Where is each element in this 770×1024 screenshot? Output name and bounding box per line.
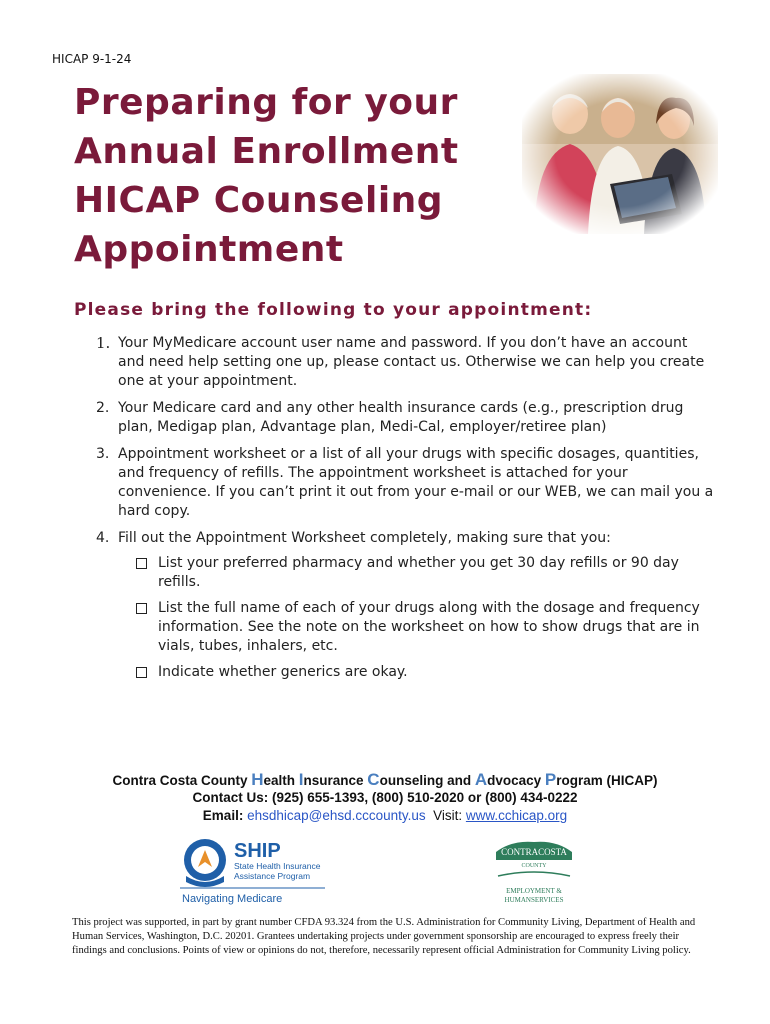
website-link[interactable]: www.cchicap.org bbox=[465, 808, 568, 823]
program-initial: A bbox=[474, 770, 488, 789]
program-word: ounseling and bbox=[379, 773, 475, 788]
checkbox[interactable] bbox=[136, 603, 147, 614]
item-number: 3. bbox=[96, 446, 110, 462]
item-number: 2. bbox=[96, 400, 110, 416]
program-word: dvocacy bbox=[487, 773, 545, 788]
program-word: nsurance bbox=[303, 773, 368, 788]
item-text: Your MyMedicare account user name and password. If you don’t have an account and need help setting one up, please contact us. Otherwise we can help you create one at your appointment. bbox=[118, 335, 705, 389]
program-word: ealth bbox=[263, 773, 299, 788]
program-initial: I bbox=[298, 770, 304, 789]
ship-tagline: Navigating Medicare bbox=[182, 893, 283, 905]
requirements-list bbox=[96, 334, 716, 689]
item-number: 1. bbox=[96, 334, 111, 352]
counseling-photo bbox=[522, 74, 718, 234]
checklist-text: Indicate whether generics are okay. bbox=[158, 664, 408, 680]
list-item bbox=[96, 445, 716, 521]
email-link[interactable]: ehsdhicap@ehsd.cccounty.us bbox=[247, 808, 426, 823]
ship-name: SHIP bbox=[234, 840, 281, 862]
title-line: Preparing for your bbox=[74, 82, 458, 123]
title-line: Annual Enrollment bbox=[74, 131, 459, 172]
checkbox[interactable] bbox=[136, 667, 147, 678]
page-title bbox=[74, 78, 534, 274]
document-id: HICAP 9-1-24 bbox=[52, 52, 132, 66]
contact-phones: Contact Us: (925) 655-1393, (800) 510-2020 or (800) 434-0222 bbox=[192, 790, 578, 805]
checklist-item bbox=[136, 554, 716, 592]
cc-dept: EMPLOYMENT & bbox=[506, 887, 562, 895]
item-text: Appointment worksheet or a list of all your drugs with specific dosages, quantities, and frequency of refills. The appointment worksheet is attached for your convenience. If you can’t print it out from your e-mail or our WEB, we can mail you a hard copy. bbox=[118, 446, 714, 519]
grant-disclaimer: This project was supported, in part by grant number CFDA 93.324 from the U.S. Administration for Community Living, Department of Health and Human Services, Washington, D.C. 20201. Grantees undertaking projects under government sponsorship are encouraged to express freely their findings and conclusions. Points of view or opinions do not, therefore, necessarily represent official Administration for Community Living policy. bbox=[72, 917, 696, 956]
program-name bbox=[0, 770, 770, 790]
program-prefix: Contra Costa County bbox=[112, 773, 252, 788]
program-word: rogram (HICAP) bbox=[556, 773, 658, 788]
contra-costa-logo bbox=[492, 838, 576, 906]
visit-label: Visit: bbox=[425, 808, 466, 823]
ship-line: State Health Insurance bbox=[234, 861, 321, 871]
list-item bbox=[96, 334, 716, 391]
checklist-text: List the full name of each of your drugs along with the dosage and frequency information. See the note on the worksheet on how to show drugs that are in vials, tubes, inhalers, etc. bbox=[158, 600, 700, 654]
cc-name: COUNTY bbox=[521, 863, 547, 869]
program-initial: P bbox=[544, 770, 557, 789]
item-text: Your Medicare card and any other health insurance cards (e.g., prescription drug plan, Medigap plan, Advantage plan, Medi-Cal, employer/retiree plan) bbox=[118, 400, 684, 435]
checklist-item bbox=[136, 599, 716, 656]
cc-name: CONTRACOSTA bbox=[501, 847, 567, 857]
cc-dept: HUMANSERVICES bbox=[504, 896, 564, 904]
checklist-text: List your preferred pharmacy and whether you get 30 day refills or 90 day refills. bbox=[158, 555, 679, 590]
program-initial: C bbox=[367, 770, 380, 789]
checklist-item bbox=[136, 663, 716, 682]
program-initial: H bbox=[251, 770, 264, 789]
item-number: 4. bbox=[96, 530, 110, 546]
list-item bbox=[96, 399, 716, 437]
worksheet-checklist bbox=[136, 554, 716, 682]
ship-line: Assistance Program bbox=[234, 871, 311, 881]
checkbox[interactable] bbox=[136, 558, 147, 569]
section-subtitle: Please bring the following to your appointment: bbox=[74, 300, 593, 320]
title-line: HICAP Counseling bbox=[74, 180, 444, 221]
contact-links bbox=[0, 808, 770, 823]
title-line: Appointment bbox=[74, 229, 344, 270]
ship-logo bbox=[180, 836, 330, 906]
item-text: Fill out the Appointment Worksheet completely, making sure that you: bbox=[118, 530, 611, 546]
list-item bbox=[96, 529, 716, 548]
email-label: Email: bbox=[202, 808, 248, 823]
